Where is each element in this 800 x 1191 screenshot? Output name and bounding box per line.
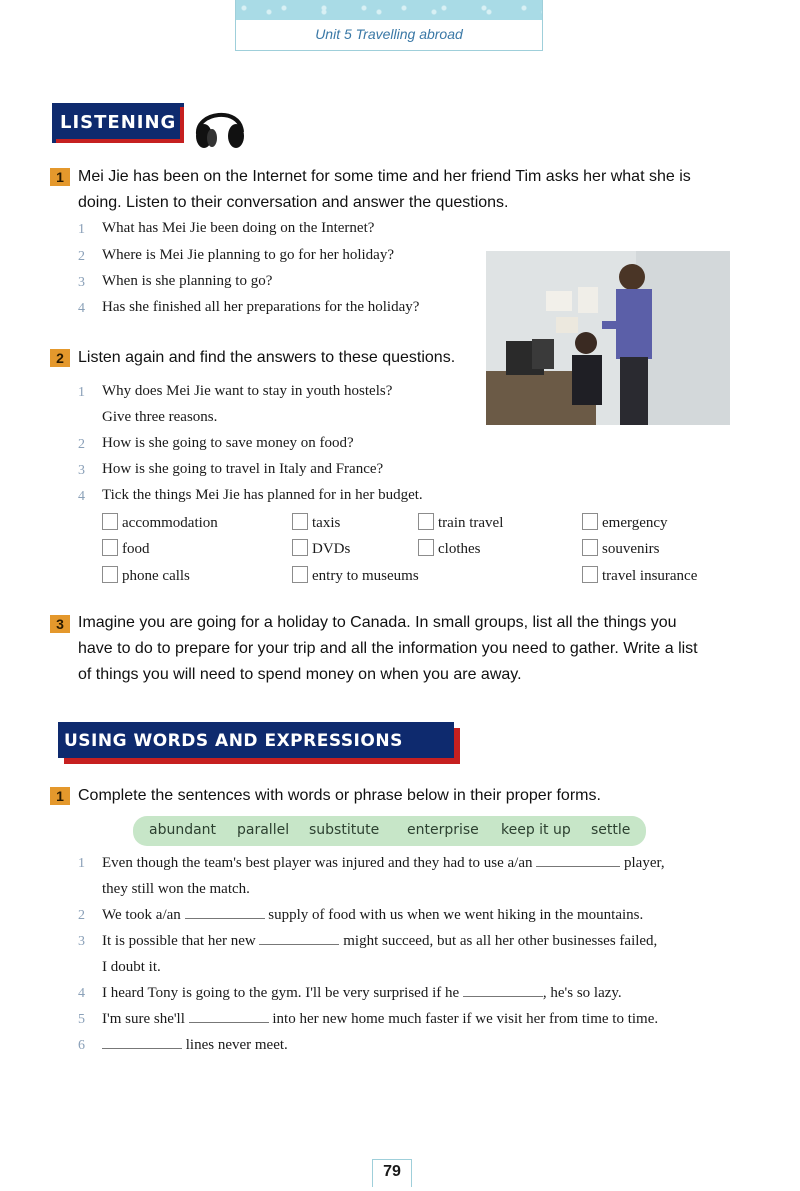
listening-ex2-instruction: Listen again and find the answers to these questions. [78,349,456,366]
listening-ex3-line: have to do to prepare for your trip and all the information you need to gather. Write a list [78,640,698,657]
word-list-item: keep it up [501,822,571,838]
listening-ex1-question [78,247,395,265]
headphones-icon [190,102,250,152]
checkbox[interactable] [418,513,434,530]
sentence-number: 5 [78,1012,85,1027]
sentence-text: lines never meet. [185,1037,288,1053]
word-list-box [133,816,646,846]
answer-blank[interactable] [102,1048,182,1049]
question-text: Why does Mei Jie want to stay in youth hostels? [102,383,393,399]
checkbox[interactable] [582,513,598,530]
listening-ex2-question [78,461,384,479]
sentence-continuation: I doubt it. [102,959,161,975]
sentence-text: We took a/an [102,907,181,923]
question-text: Has she finished all her preparations for the holiday? [102,299,420,315]
sentence-row [78,933,658,950]
question-text-continued: Give three reasons. [102,409,218,425]
question-number: 3 [78,275,85,290]
sentence-number: 1 [78,856,85,871]
checkbox-label: food [122,541,150,557]
question-text: How is she going to save money on food? [102,435,354,451]
checkbox[interactable] [418,539,434,556]
word-list-item: substitute [309,822,380,838]
budget-checkbox-item[interactable] [102,513,218,532]
checkbox-label: clothes [438,541,481,557]
checkbox-label: taxis [312,515,341,531]
sentence-text: It is possible that her new [102,933,256,949]
sentence-continuation: they still won the match. [102,881,250,897]
words-ex1-instruction: Complete the sentences with words or phrase below in their proper forms. [78,787,601,804]
listening-ex3-number: 3 [50,615,70,633]
question-text: Where is Mei Jie planning to go for her holiday? [102,247,395,263]
sentence-text: into her new home much faster if we visit her from time to time. [272,1011,659,1027]
answer-blank[interactable] [463,996,543,997]
sentence-row [78,907,644,924]
listening-ex1-question [78,273,273,291]
budget-checkbox-item[interactable] [582,539,660,558]
word-list-item: enterprise [407,822,479,838]
budget-checkbox-item[interactable] [418,513,503,532]
listening-ex3-line: of things you will need to spend money on when you are away. [78,666,522,683]
question-number: 4 [78,301,85,316]
answer-blank[interactable] [259,944,339,945]
checkbox[interactable] [582,539,598,556]
words-ex1-number: 1 [50,787,70,805]
sentence-row [78,1011,659,1028]
listening-ex2-question [78,435,354,453]
unit-header [235,0,543,51]
sentence-number: 4 [78,986,85,1001]
listening-ex1-question [78,220,375,238]
budget-checkbox-item[interactable] [102,566,190,585]
sentence-row [78,855,768,872]
sentence-text: player, [624,855,665,871]
listening-ex2-question [78,383,393,425]
checkbox-label: DVDs [312,541,351,557]
question-text: What has Mei Jie been doing on the Internet? [102,220,375,236]
word-list-item: parallel [237,822,290,838]
question-text: How is she going to travel in Italy and France? [102,461,384,477]
checkbox[interactable] [102,566,118,583]
question-number: 1 [78,385,85,400]
sentence-text: supply of food with us when we went hiking in the mountains. [268,907,644,923]
checkbox-label: emergency [602,515,668,531]
checkbox[interactable] [292,513,308,530]
question-text: When is she planning to go? [102,273,273,289]
checkbox[interactable] [292,566,308,583]
listening-ex1-instruction-2: doing. Listen to their conversation and answer the questions. [78,194,509,211]
listening-ex2-number: 2 [50,349,70,367]
listening-ex1-instruction-1: Mei Jie has been on the Internet for some time and her friend Tim asks her what she is [78,168,691,185]
listening-banner [52,103,184,143]
question-number: 2 [78,249,85,264]
listening-title: LISTENING [60,112,177,133]
unit-title: Unit 5 Travelling abroad [315,26,463,42]
words-banner [58,722,460,764]
sentence-row [78,985,622,1002]
answer-blank[interactable] [185,918,265,919]
question-number: 1 [78,222,85,237]
sentence-text: Even though the team's best player was injured and they had to use a/an [102,855,533,871]
sentence-text: I'm sure she'll [102,1011,185,1027]
answer-blank[interactable] [189,1022,269,1023]
word-list-item: abundant [149,822,217,838]
budget-checkbox-item[interactable] [582,513,668,532]
listening-ex3-line: Imagine you are going for a holiday to Canada. In small groups, list all the things you [78,614,677,631]
listening-ex2-question [78,487,423,505]
checkbox[interactable] [292,539,308,556]
checkbox-label: train travel [438,515,504,531]
listening-ex1-number: 1 [50,168,70,186]
word-list-item: settle [591,822,631,838]
checkbox[interactable] [582,566,598,583]
budget-checkbox-item[interactable] [102,539,150,558]
answer-blank[interactable] [536,866,620,867]
checkbox[interactable] [102,513,118,530]
sentence-number: 6 [78,1038,85,1053]
sentence-number: 2 [78,908,85,923]
office-photo [486,251,730,425]
sentence-number: 3 [78,934,85,949]
words-title: USING WORDS AND EXPRESSIONS [64,731,403,751]
question-text: Tick the things Mei Jie has planned for in her budget. [102,487,423,503]
listening-ex1-question [78,299,420,317]
budget-checkbox-item[interactable] [292,566,419,585]
checkbox-label: travel insurance [602,568,698,584]
question-number: 2 [78,437,85,452]
question-number: 3 [78,463,85,478]
sentence-row [78,1037,288,1054]
checkbox[interactable] [102,539,118,556]
sentence-text: I heard Tony is going to the gym. I'll be very surprised if he [102,985,460,1001]
office-scene-image [486,251,730,425]
page-number: 79 [372,1159,412,1187]
budget-checkbox-item[interactable] [292,539,350,558]
sentence-text: , he's so lazy. [542,985,622,1001]
checkbox-label: entry to museums [312,568,419,584]
checkbox-label: accommodation [122,515,218,531]
budget-checkbox-item[interactable] [582,566,697,585]
checkbox-label: souvenirs [602,541,660,557]
unit-header-band [236,0,542,20]
sentence-text: might succeed, but as all her other businesses failed, [343,933,658,949]
budget-checkbox-item[interactable] [292,513,340,532]
question-number: 4 [78,489,85,504]
checkbox-label: phone calls [122,568,190,584]
budget-checkbox-item[interactable] [418,539,481,558]
